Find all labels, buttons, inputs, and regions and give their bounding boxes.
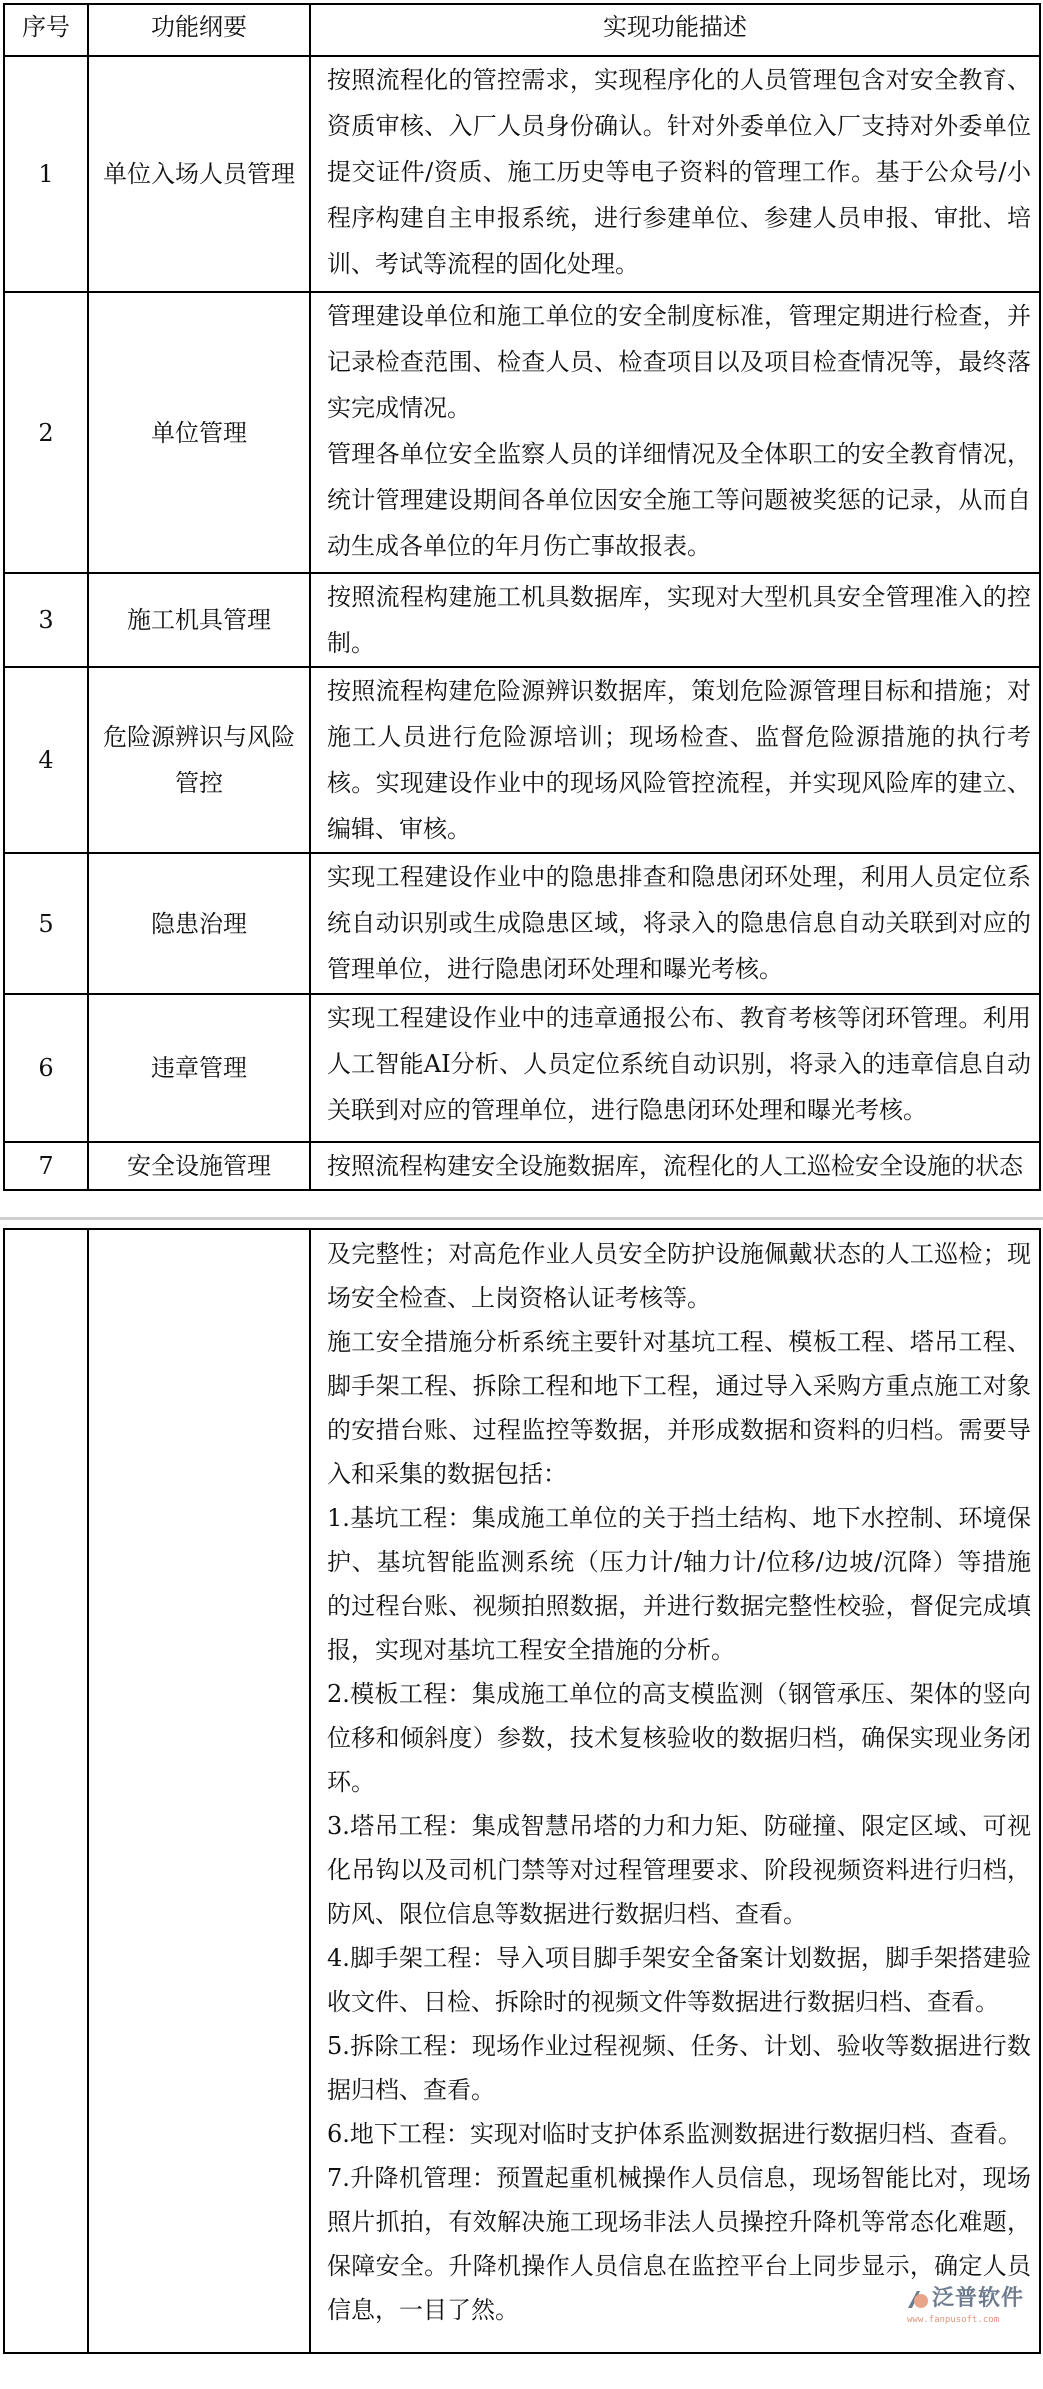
watermark-name: 泛普软件	[932, 2286, 1025, 2311]
desc-paragraph: 实现工程建设作业中的隐患排查和隐患闭环处理，利用人员定位系统自动识别或生成隐患区域，将录入的隐患信息自动关联到对应的管理单位，进行隐患闭环处理和曝光考核。	[327, 863, 1031, 983]
table-row	[4, 573, 1040, 667]
desc-paragraph: 管理建设单位和施工单位的安全制度标准，管理定期进行检查，并记录检查范围、检查人员、检查项目以及项目检查情况等，最终落实完成情况。	[327, 302, 1031, 422]
desc-paragraph: 实现工程建设作业中的违章通报公布、教育考核等闭环管理。利用人工智能AI分析、人员定位系统自动识别，将录入的违章信息自动关联到对应的管理单位，进行隐患闭环处理和曝光考核。	[327, 1004, 1031, 1124]
table-row	[4, 56, 1040, 292]
page-separator	[0, 1217, 1043, 1220]
row-desc	[310, 667, 1040, 853]
table-row	[4, 1142, 1040, 1190]
table-row	[4, 667, 1040, 853]
row-num: 6	[4, 994, 88, 1142]
row-num: 7	[4, 1142, 88, 1190]
row-name: 安全设施管理	[88, 1142, 310, 1190]
header-name: 功能纲要	[88, 4, 310, 56]
desc-paragraph: 1.基坑工程：集成施工单位的关于挡土结构、地下水控制、环境保护、基坑智能监测系统（压力计/轴力计/位移/边坡/沉降）等措施的过程台账、视频拍照数据，并进行数据完整性校验，督促完成填报，实现对基坑工程安全措施的分析。	[327, 1504, 1031, 1664]
row-num: 2	[4, 292, 88, 573]
row-desc	[310, 1142, 1040, 1190]
desc-paragraph: 按照流程构建施工机具数据库，实现对大型机具安全管理准入的控制。	[327, 583, 1031, 657]
table-row	[4, 292, 1040, 573]
desc-paragraph: 施工安全措施分析系统主要针对基坑工程、模板工程、塔吊工程、脚手架工程、拆除工程和地下工程，通过导入采购方重点施工对象的安措台账、过程监控等数据，并形成数据和资料的归档。需要导入和采集的数据包括：	[327, 1328, 1031, 1488]
table-row	[4, 994, 1040, 1142]
row-desc	[310, 56, 1040, 292]
row-name: 危险源辨识与风险管控	[88, 667, 310, 853]
row-name: 单位管理	[88, 292, 310, 573]
desc-paragraph: 按照流程构建安全设施数据库，流程化的人工巡检安全设施的状态	[327, 1152, 1023, 1180]
row-desc	[310, 1229, 1040, 2353]
table-row	[4, 1229, 1040, 2353]
watermark-url: www.fanpusoft.com	[907, 2315, 1000, 2325]
function-table-continued	[3, 1228, 1041, 2354]
desc-paragraph: 6.地下工程：实现对临时支护体系监测数据进行数据归档、查看。	[327, 2120, 1022, 2148]
row-num: 1	[4, 56, 88, 292]
row-num	[4, 1229, 88, 2353]
row-desc	[310, 994, 1040, 1142]
desc-paragraph: 及完整性；对高危作业人员安全防护设施佩戴状态的人工巡检；现场安全检查、上岗资格认证考核等。	[327, 1240, 1031, 1312]
desc-paragraph: 5.拆除工程：现场作业过程视频、任务、计划、验收等数据进行数据归档、查看。	[327, 2032, 1031, 2104]
desc-paragraph: 按照流程化的管控需求，实现程序化的人员管理包含对安全教育、资质审核、入厂人员身份确认。针对外委单位入厂支持对外委单位提交证件/资质、施工历史等电子资料的管理工作。基于公众号/小程序构建自主申报系统，进行参建单位、参建人员申报、审批、培训、考试等流程的固化处理。	[327, 66, 1031, 278]
desc-paragraph: 3.塔吊工程：集成智慧吊塔的力和力矩、防碰撞、限定区域、可视化吊钩以及司机门禁等对过程管理要求、阶段视频资料进行归档，防风、限位信息等数据进行数据归档、查看。	[327, 1812, 1031, 1928]
desc-paragraph: 4.脚手架工程：导入项目脚手架安全备案计划数据，脚手架搭建验收文件、日检、拆除时的视频文件等数据进行数据归档、查看。	[327, 1944, 1031, 2016]
header-num: 序号	[4, 4, 88, 56]
row-desc	[310, 292, 1040, 573]
row-name: 单位入场人员管理	[88, 56, 310, 292]
header-desc: 实现功能描述	[310, 4, 1040, 56]
desc-paragraph: 7.升降机管理：预置起重机械操作人员信息，现场智能比对，现场照片抓拍，有效解决施工现场非法人员操控升降机等常态化难题，保障安全。升降机操作人员信息在监控平台上同步显示，确定人员信息，一目了然。	[327, 2164, 1031, 2324]
row-desc	[310, 853, 1040, 994]
row-desc	[310, 573, 1040, 667]
row-num: 3	[4, 573, 88, 667]
table-row	[4, 853, 1040, 994]
fanpu-logo-icon	[905, 2288, 929, 2312]
row-num: 4	[4, 667, 88, 853]
desc-paragraph: 2.模板工程：集成施工单位的高支模监测（钢管承压、架体的竖向位移和倾斜度）参数，技术复核验收的数据归档，确保实现业务闭环。	[327, 1680, 1031, 1796]
table-header	[4, 4, 1040, 56]
row-name: 施工机具管理	[88, 573, 310, 667]
function-table	[3, 3, 1041, 1191]
row-name: 违章管理	[88, 994, 310, 1142]
desc-paragraph: 管理各单位安全监察人员的详细情况及全体职工的安全教育情况，统计管理建设期间各单位因安全施工等问题被奖惩的记录，从而自动生成各单位的年月伤亡事故报表。	[327, 440, 1031, 560]
desc-paragraph: 按照流程构建危险源辨识数据库，策划危险源管理目标和措施；对施工人员进行危险源培训；现场检查、监督危险源措施的执行考核。实现建设作业中的现场风险管控流程，并实现风险库的建立、编辑、审核。	[327, 677, 1031, 843]
row-name: 隐患治理	[88, 853, 310, 994]
watermark-logo	[905, 2286, 1031, 2328]
row-num: 5	[4, 853, 88, 994]
row-name	[88, 1229, 310, 2353]
